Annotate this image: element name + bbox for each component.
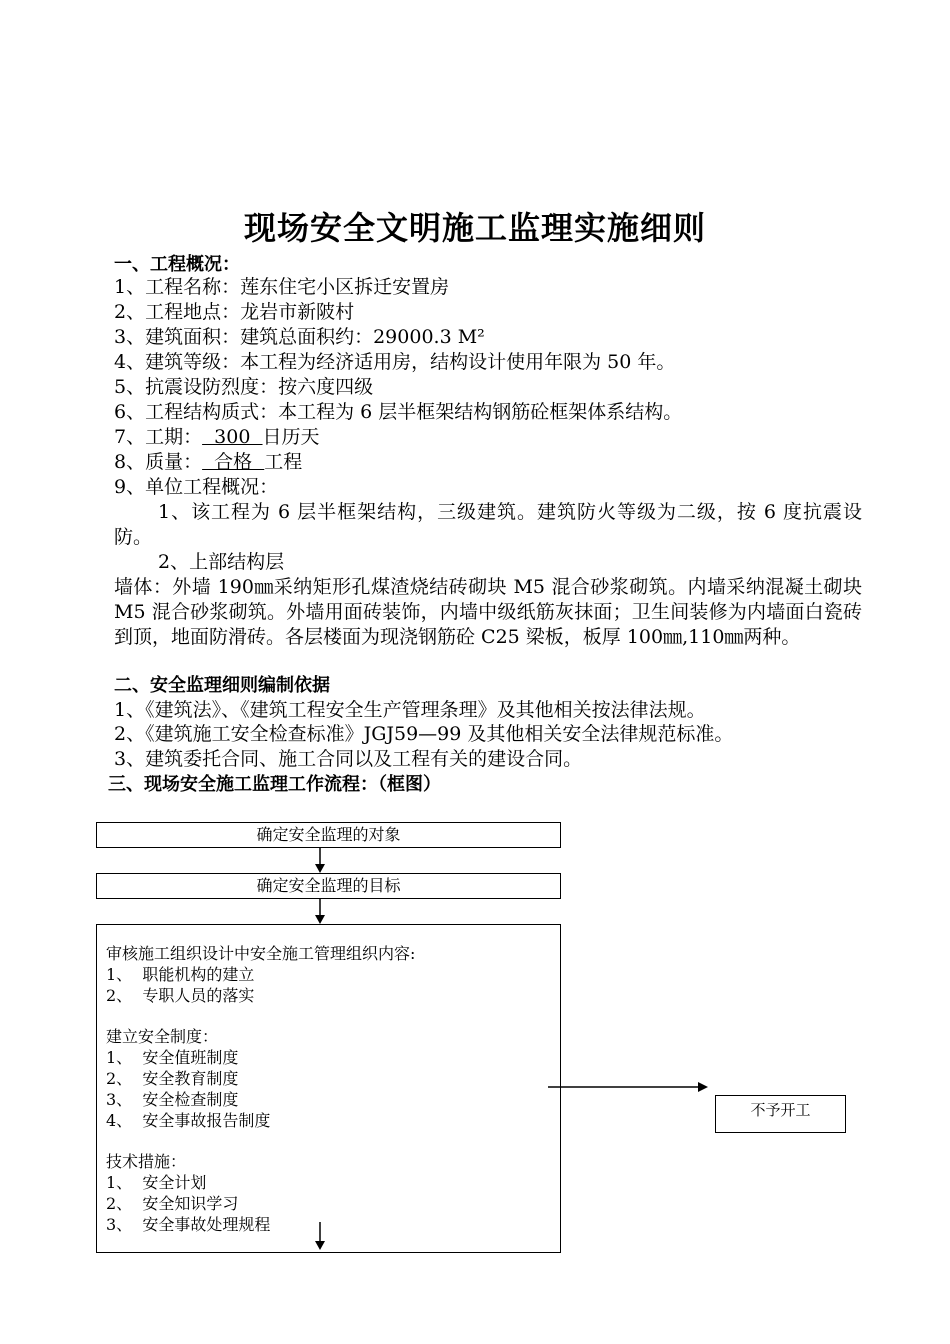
duration-unit: 日历天 <box>262 426 320 448</box>
section3-heading: 三、现场安全施工监理工作流程：（框图） <box>108 774 441 795</box>
safety-system-item-2: 2、 安全教育制度 <box>106 1069 239 1088</box>
flow-box-goal-label: 确定安全监理的目标 <box>256 876 401 895</box>
flow-box-review <box>96 924 561 1253</box>
superstructure-label: 2、上部结构层 <box>158 551 285 573</box>
quality-value: 合格 <box>202 451 265 473</box>
safety-system-heading: 建立安全制度： <box>106 1027 219 1046</box>
tech-measures-item-3: 3、 安全事故处理规程 <box>106 1215 271 1234</box>
duration-line <box>114 425 320 450</box>
quality-unit: 工程 <box>264 451 303 473</box>
flow-arrow-1 <box>310 848 330 874</box>
section2-heading: 二、安全监理细则编制依据 <box>114 675 330 696</box>
project-location: 2、工程地点：龙岩市新陂村 <box>114 301 355 323</box>
building-grade: 4、建筑等级：本工程为经济适用房，结构设计使用年限为 50 年。 <box>114 351 676 373</box>
basis-item-1: 1、《建筑法》、《建筑工程安全生产管理条理》及其他相关按法律法规。 <box>114 699 706 721</box>
tech-measures-item-1: 1、 安全计划 <box>106 1173 207 1192</box>
seismic-intensity: 5、抗震设防烈度：按六度四级 <box>114 376 374 398</box>
flow-box-goal <box>96 873 561 899</box>
flow-box-no-start <box>715 1095 846 1133</box>
tech-measures-item-2: 2、 安全知识学习 <box>106 1194 239 1213</box>
safety-system-item-4: 4、 安全事故报告制度 <box>106 1111 271 1130</box>
unit-overview-paragraph-1: 1、该工程为 6 层半框架结构，三级建筑。建筑防火等级为二级，按 6 度抗震设防。 <box>114 501 862 548</box>
flow-box-target <box>96 822 561 848</box>
duration-value: 300 <box>202 426 263 448</box>
duration-label: 7、工期： <box>114 426 203 448</box>
section1-heading: 一、工程概况： <box>114 254 240 275</box>
tech-measures-heading: 技术措施： <box>106 1152 187 1171</box>
flow-arrow-side <box>548 1080 712 1096</box>
safety-system-item-3: 3、 安全检查制度 <box>106 1090 239 1109</box>
wall-description: 墙体：外墙 190㎜采纳矩形孔煤渣烧结砖砌块 M5 混合砂浆砌筑。内墙采纳混凝土砌块 M5 混合砂浆砌筑。外墙用面砖装饰，内墙中级纸筋灰抹面；卫生间装修为内墙面白瓷砖到顶，地面防滑砖。各层楼面为现浇钢筋砼 C25 梁板，板厚 100㎜,110㎜两种。 <box>114 576 862 648</box>
unit-overview-label: 9、单位工程概况： <box>114 476 279 498</box>
flow-arrow-2 <box>310 899 330 925</box>
document-title: 现场安全文明施工监理实施细则 <box>243 209 706 247</box>
building-area: 3、建筑面积：建筑总面积约：29000.3 M² <box>114 326 485 348</box>
basis-item-3: 3、建筑委托合同、施工合同以及工程有关的建设合同。 <box>114 748 583 770</box>
review-item-2: 2、 专职人员的落实 <box>106 986 255 1005</box>
flow-box-no-start-label: 不予开工 <box>750 1101 811 1119</box>
project-name: 1、工程名称：莲东住宅小区拆迁安置房 <box>114 276 450 298</box>
flow-arrow-3 <box>310 1222 330 1252</box>
quality-line <box>114 450 302 475</box>
review-item-1: 1、 职能机构的建立 <box>106 965 255 984</box>
review-heading: 审核施工组织设计中安全施工管理组织内容: <box>106 944 416 963</box>
safety-system-item-1: 1、 安全值班制度 <box>106 1048 239 1067</box>
basis-item-2: 2、《建筑施工安全检查标准》JGJ59—99 及其他相关安全法律规范标准。 <box>114 723 734 745</box>
structure-type: 6、工程结构质式：本工程为 6 层半框架结构钢筋砼框架体系结构。 <box>114 401 683 423</box>
quality-label: 8、质量： <box>114 451 203 473</box>
flow-box-target-label: 确定安全监理的对象 <box>256 825 401 844</box>
